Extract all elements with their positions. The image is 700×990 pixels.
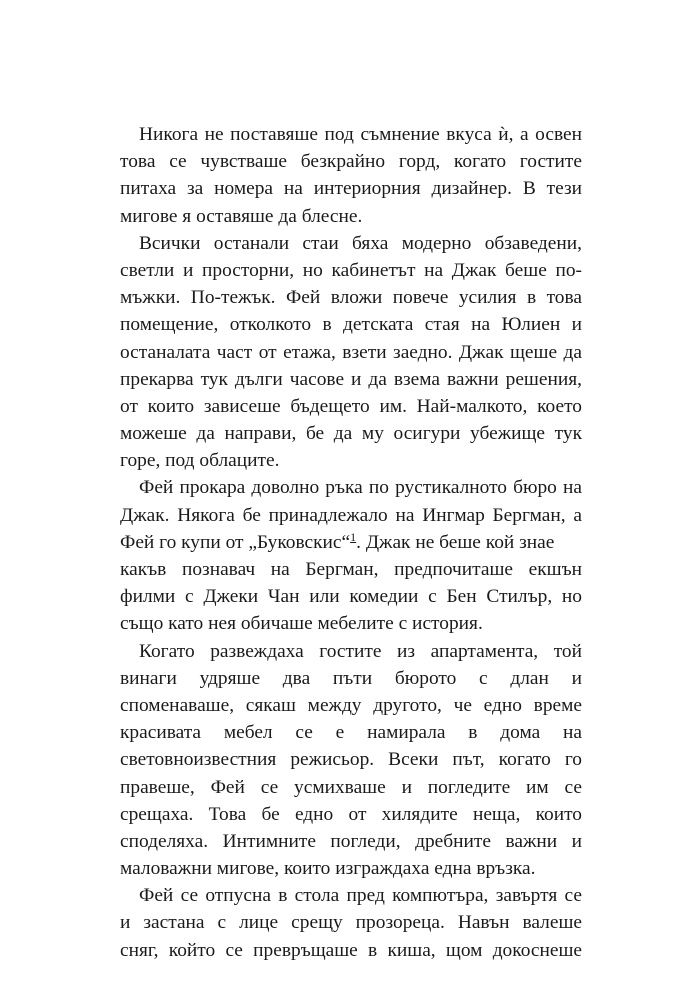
text-segment: . Джак не беше кой знае (356, 531, 555, 553)
text-line: маловажни мигове, които изграждаха една връзка. (120, 858, 536, 880)
text-line: мигове я оставяше да блесне. (120, 205, 363, 227)
text-line: Когато развеждаха гостите из апартамента, той (139, 640, 582, 662)
text-line: мъжки. По-тежък. Фей вложи повече усилия в това (120, 287, 582, 309)
text-line: прекарва тук дълги часове и да взема важни решения, (120, 368, 582, 390)
body-text (120, 121, 582, 964)
text-line: споделяха. Интимните погледи, дребните важни и (120, 830, 582, 852)
text-line: Никога не поставяше под съмнение вкуса ѝ, а освен (139, 124, 582, 145)
text-line: винаги удряше два пъти бюрото с длан и (120, 667, 582, 689)
text-segment: Фей го купи от „Буковскис“ (120, 531, 351, 553)
text-line: помещение, отколкото в детската стая на Юлиен и (120, 314, 582, 336)
text-line: правеше, Фей се усмихваше и погледите им се (120, 776, 582, 798)
text-line: срещаха. Това бе едно от хилядите неща, които (120, 803, 582, 825)
footnote-reference-link[interactable]: 1 (350, 529, 357, 544)
text-line: красивата мебел се е намирала в дома на (120, 722, 582, 744)
paragraph-1 (120, 121, 582, 230)
text-line: сняг, който се превръщаше в киша, щом докоснеше (120, 939, 582, 961)
paragraph-4 (120, 638, 582, 883)
text-line: споменаваше, сякаш между другото, че едно време (120, 694, 582, 716)
text-line: филми с Джеки Чан или комедии с Бен Стилър, но (120, 586, 582, 608)
text-line: Фей прокара доволно ръка по рустикалното бюро на (139, 477, 582, 499)
text-line: Фей се отпусна в стола пред компютъра, завъртя се (139, 885, 582, 907)
text-line: светли и просторни, но кабинетът на Джак беше по- (120, 259, 582, 281)
paragraph-3 (120, 474, 582, 637)
text-line: какъв познавач на Бергман, предпочиташе екшън (120, 559, 582, 580)
paragraph-2 (120, 230, 582, 475)
text-line: от които зависеше бъдещето им. Най-малкото, което (120, 395, 582, 417)
text-line: Всички останали стаи бяха модерно обзаведени, (139, 232, 582, 254)
paragraph-5 (120, 882, 582, 964)
text-line: световноизвестния режисьор. Всеки път, когато го (120, 749, 582, 771)
text-line: питаха за номера на интериорния дизайнер. В тези (120, 178, 582, 200)
text-line: това се чувстваше безкрайно горд, когато гостите (120, 151, 582, 173)
text-line: също като нея обичаше мебелите с история. (120, 613, 483, 635)
text-line: можеше да направи, бе да му осигури убежище тук (120, 423, 582, 445)
text-line: Джак. Някога бе принадлежало на Ингмар Бергман, а (120, 504, 582, 526)
text-line: и застана с лице срещу прозореца. Навън валеше (120, 912, 582, 934)
text-line: горе, под облаците. (120, 450, 280, 472)
text-line-with-footnote (120, 529, 582, 556)
text-line: останалата част от етажа, взети заедно. Джак щеше да (120, 341, 582, 363)
